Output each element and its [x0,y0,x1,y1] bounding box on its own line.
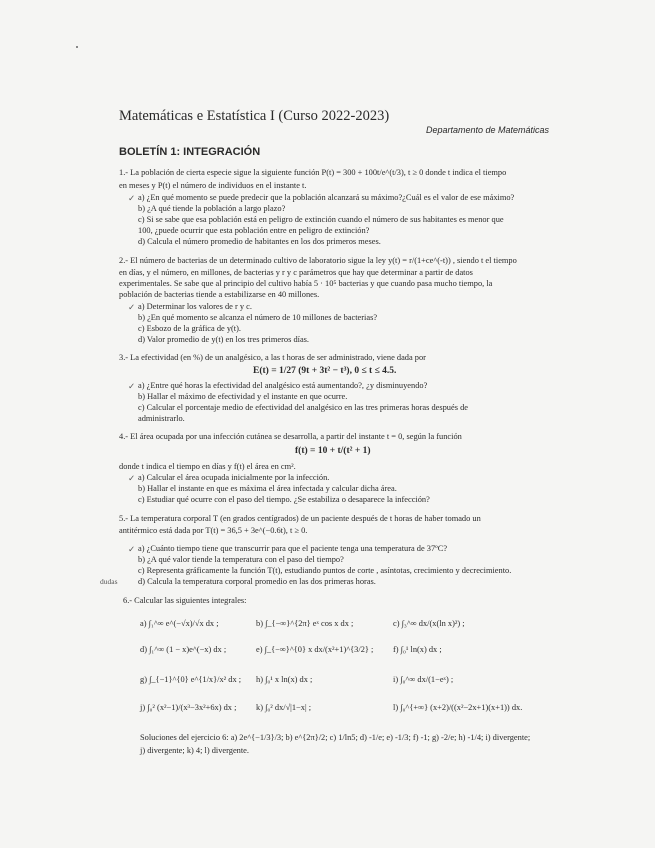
integral-i: i) ∫₀^∞ dx/(1−eˣ) ; [393,675,454,684]
problem-1-a: a) ¿En qué momento se puede predecir que la población alcanzará su máximo?¿Cuál es el valor de ese máximo? [138,193,515,202]
integral-g: g) ∫_{−1}^{0} e^{1/x}/x² dx ; [140,675,242,684]
problem-3-b: b) Hallar el máximo de efectividad y el instante en que ocurre. [138,392,348,401]
integral-e: e) ∫_{−∞}^{0} x dx/(x²+1)^{3/2} ; [256,645,374,654]
integral-f: f) ∫₀¹ ln(x) dx ; [393,645,442,654]
problem-1-c-cont: 100, ¿puede ocurrir que esta población entre en peligro de extinción? [138,226,370,235]
problem-2-b: b) ¿En qué momento se alcanza el número de 10 millones de bacterias? [138,313,378,322]
check-mark: ✓ [128,381,136,391]
problem-4-line: donde t indica el tiempo en días y f(t) el área en cm². [119,462,296,471]
problem-1-statement: 1.- La población de cierta especie sigue la siguiente función P(t) = 300 + 100t/e^(t/3), t ≥ 0 donde t indica el tiempo [119,168,507,177]
check-mark: ✓ [128,473,136,483]
problem-3-a: a) ¿Entre qué horas la efectividad del analgésico está aumentando?, ¿y disminuyendo? [138,381,428,390]
handwritten-note: dudas [100,577,118,586]
problem-4-a: a) Calcular el área ocupada inicialmente por la infección. [138,473,330,482]
solutions-line: j) divergente; k) 4; l) divergente. [140,746,249,755]
check-mark: ✓ [128,544,136,554]
problem-2-c: c) Esbozo de la gráfica de y(t). [138,324,242,333]
integral-l: l) ∫₀^{+∞} (x+2)/((x²−2x+1)(x+1)) dx. [393,703,523,712]
problem-4-c: c) Estudiar qué ocurre con el paso del tiempo. ¿Se estabiliza o desaparece la infección? [138,495,430,504]
problem-4-statement: 4.- El área ocupada por una infección cutánea se desarrolla, a partir del instante t = 0, según la función [119,432,462,441]
solutions-line: Soluciones del ejercicio 6: a) 2e^{−1/3}/3; b) e^{2π}/2; c) 1/ln5; d) -1/e; e) -1/3; f) -1; g) -2/e; h) -1/4; i) divergente; [140,733,531,742]
integral-c: c) ∫₃^∞ dx/(x(ln x)²) ; [393,619,465,628]
check-mark: ✓ [128,302,136,312]
problem-5-a: a) ¿Cuánto tiempo tiene que transcurrir para que el paciente tenga una temperatura de 37ºC? [138,544,448,553]
problem-2-line: experimentales. Se sabe que al principio del cultivo había 5 · 10⁵ bacterias y que cuando pasa mucho tiempo, la [119,279,493,288]
problem-5-line: antitérmico está dada por T(t) = 36,5 + 3e^(−0.6t), t ≥ 0. [119,526,308,535]
problem-3-formula: E(t) = 1/27 (9t + 3t² − t³), 0 ≤ t ≤ 4.5. [253,366,397,376]
problem-6-heading: 6.- Calcular las siguientes integrales: [123,596,247,605]
problem-1-b: b) ¿A qué tiende la población a largo plazo? [138,204,286,213]
problem-2-statement: 2.- El número de bacterias de un determinado cultivo de laboratorio sigue la ley y(t) = r/(1+ce^(-t)) , siendo t el tiempo [119,256,517,265]
problem-1-line: en meses y P(t) el número de individuos en el instante t. [119,181,307,190]
speck [76,46,78,48]
integral-b: b) ∫_{−∞}^{2π} eˣ cos x dx ; [256,619,354,628]
problem-2-line: población de bacterias tiende a estabilizarse en 40 millones. [119,290,320,299]
problem-4-formula: f(t) = 10 + t/(t² + 1) [295,446,371,456]
integral-a: a) ∫₁^∞ e^(−√x)/√x dx ; [140,619,219,628]
boletin-heading: BOLETÍN 1: INTEGRACIÓN [119,146,261,158]
problem-2-a: a) Determinar los valores de r y c. [138,302,252,311]
problem-4-b: b) Hallar el instante en que es máxima el área infectada y calcular dicha área. [138,484,397,493]
problem-5-c: c) Representa gráficamente la función T(t), estudiando puntos de corte , asíntotas, crecimiento y decrecimiento. [138,566,512,575]
problem-1-d: d) Calcula el número promedio de habitantes en los dos primeros meses. [138,237,381,246]
problem-3-c: c) Calcular el porcentaje medio de efectividad del analgésico en las tres primeras horas después de [138,403,468,412]
integral-d: d) ∫₁^∞ (1 − x)e^(−x) dx ; [140,645,227,654]
problem-3-statement: 3.- La efectividad (en %) de un analgésico, a las t horas de ser administrado, viene dada por [119,353,426,362]
problem-3-c-cont: administrarlo. [138,414,185,423]
integral-h: h) ∫₀¹ x ln(x) dx ; [256,675,313,684]
problem-5-b: b) ¿A qué valor tiende la temperatura con el paso del tiempo? [138,555,344,564]
problem-2-line: en días, y el número, en millones, de bacterias y r y c parámetros que hay que determinar a partir de datos [119,268,473,277]
problem-5-d: d) Calcula la temperatura corporal promedio en las dos primeras horas. [138,577,376,586]
integral-k: k) ∫₀² dx/√|1−x| ; [256,703,312,712]
problem-2-d: d) Valor promedio de y(t) en los tres primeros días. [138,335,310,344]
problem-1-c: c) Si se sabe que esa población está en peligro de extinción cuando el número de sus habitantes es menor que [138,215,504,224]
document-title: Matemáticas e Estatística I (Curso 2022-2023) [119,108,390,124]
integral-j: j) ∫₀² (x²−1)/(x³−3x²+6x) dx ; [140,703,237,712]
problem-5-statement: 5.- La temperatura corporal T (en grados centígrados) de un paciente después de t horas de haber tomado un [119,514,481,523]
department-label: Departamento de Matemáticas [426,125,550,135]
check-mark: ✓ [128,193,136,203]
